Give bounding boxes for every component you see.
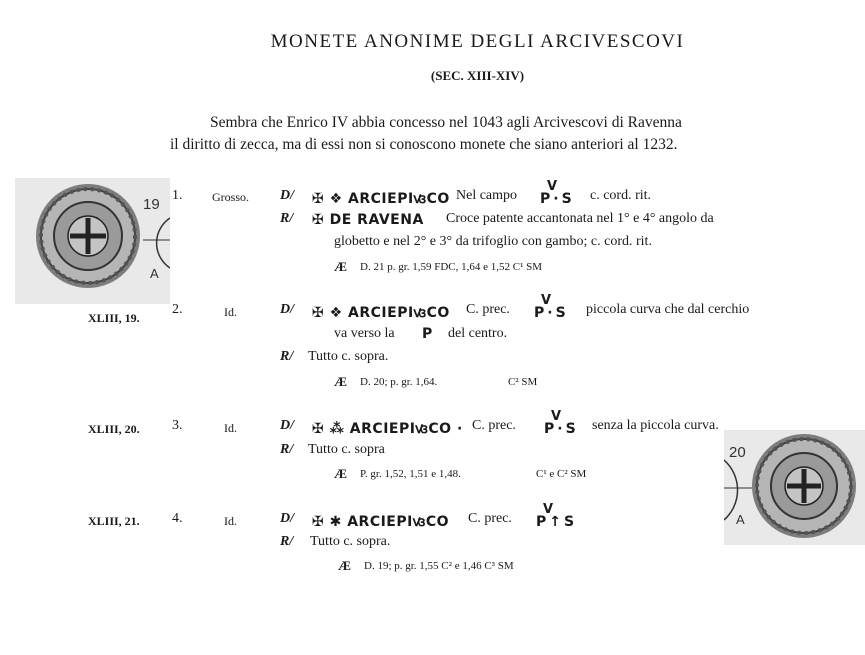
coin-photo-right	[724, 430, 865, 545]
entry-2-reverse-text: Tutto c. sopra.	[308, 349, 389, 364]
entry-4-field-monogram: V P↑S	[536, 502, 578, 530]
entry-1-reverse-legend: ✠ DE RAVENA	[312, 212, 424, 228]
coin-photo-left-number: 19	[143, 196, 160, 213]
entry-1-field-monogram: V P·S	[540, 179, 575, 207]
entry-1-reverse-text-2: globetto e nel 2° e 3° da trifoglio con gambo; c. cord. rit.	[334, 234, 652, 249]
entry-1-reverse-text-1: Croce patente accantonata nel 1° e 4° angolo da	[446, 211, 714, 226]
entry-2-obverse-text: C. prec.	[466, 302, 510, 317]
entry-1-metal: Æ	[334, 259, 347, 274]
coin-photo-left-letter: A	[150, 266, 159, 281]
entry-2-obverse-p: P	[422, 326, 433, 342]
entry-4-reference: XLIII, 21.	[88, 514, 140, 528]
entry-3-obverse-text: C. prec.	[472, 418, 516, 433]
entry-2-reference: XLIII, 19.	[88, 311, 140, 325]
entry-2-denomination: Id.	[224, 305, 237, 319]
entry-3-metal: Æ	[334, 466, 347, 481]
entry-2-obverse-text-2a: va verso la	[334, 326, 395, 341]
entry-1-obverse-label: D/	[280, 188, 294, 203]
entry-3-details-b: C¹ e C² SM	[536, 468, 587, 480]
entry-4-denomination: Id.	[224, 514, 237, 528]
entry-2-reverse-label: R/	[280, 349, 294, 364]
entry-4-number: 4.	[172, 511, 183, 526]
entry-3-field-monogram: V P·S	[544, 409, 579, 437]
entry-3-obverse-tail: senza la piccola curva.	[592, 418, 719, 433]
entry-3-obverse-label: D/	[280, 418, 294, 433]
entry-1-details: D. 21 p. gr. 1,59 FDC, 1,64 e 1,52 C¹ SM	[360, 261, 543, 273]
entry-2-obverse-legend: ✠ ❖ ARCIEPIꟃCO	[312, 305, 450, 321]
entry-2-number: 2.	[172, 302, 183, 317]
coin-photo-right-letter: A	[736, 512, 745, 527]
entry-3-obverse-legend: ✠ ⁂ ARCIEPIꟃCO ·	[312, 421, 463, 437]
entry-1-obverse-tail: c. cord. rit.	[590, 188, 652, 203]
entry-2-obverse-text-2b: del centro.	[448, 326, 508, 341]
entry-2-metal: Æ	[334, 374, 347, 389]
entry-4-obverse-text: C. prec.	[468, 511, 512, 526]
entry-1-denomination: Grosso.	[212, 190, 250, 204]
entry-1-reverse-label: R/	[280, 211, 294, 226]
entry-3-reference: XLIII, 20.	[88, 422, 140, 436]
intro-line-2: il diritto di zecca, ma di essi non si conoscono monete che siano anteriori al 1232.	[170, 136, 678, 153]
entry-1-obverse-legend: ✠ ❖ ARCIEPIꟃCO	[312, 191, 450, 207]
entry-4-metal: Æ	[338, 558, 351, 573]
page-subtitle: (SEC. XIII-XIV)	[430, 68, 525, 83]
entry-2-obverse-tail: piccola curva che dal cerchio	[586, 302, 750, 317]
entry-2-details: D. 20; p. gr. 1,64.	[360, 376, 438, 388]
coin-photo-right-number: 20	[729, 444, 746, 461]
entry-3-details: P. gr. 1,52, 1,51 e 1,48.	[360, 468, 461, 480]
entry-1-obverse-text: Nel campo	[456, 188, 518, 203]
coin-photo-left	[15, 178, 170, 304]
entry-3-reverse-text: Tutto c. sopra	[308, 442, 385, 457]
page-title: MONETE ANONIME DEGLI ARCIVESCOVI	[270, 31, 685, 52]
intro-line-1: Sembra che Enrico IV abbia concesso nel 1043 agli Arcivescovi di Ravenna	[210, 114, 682, 131]
entry-3-reverse-label: R/	[280, 442, 294, 457]
entry-4-reverse-label: R/	[280, 534, 294, 549]
entry-2-obverse-label: D/	[280, 302, 294, 317]
entry-1-number: 1.	[172, 188, 183, 203]
entry-3-denomination: Id.	[224, 421, 237, 435]
entry-3-number: 3.	[172, 418, 183, 433]
entry-2-field-monogram: V P·S	[534, 293, 569, 321]
entry-4-reverse-text: Tutto c. sopra.	[310, 534, 391, 549]
entry-4-obverse-legend: ✠ ✱ ARCIEPIꟃCO	[312, 514, 449, 530]
entry-2-details-b: C² SM	[508, 376, 538, 388]
entry-4-details: D. 19; p. gr. 1,55 C² e 1,46 C³ SM	[364, 560, 514, 572]
entry-4-obverse-label: D/	[280, 511, 294, 526]
